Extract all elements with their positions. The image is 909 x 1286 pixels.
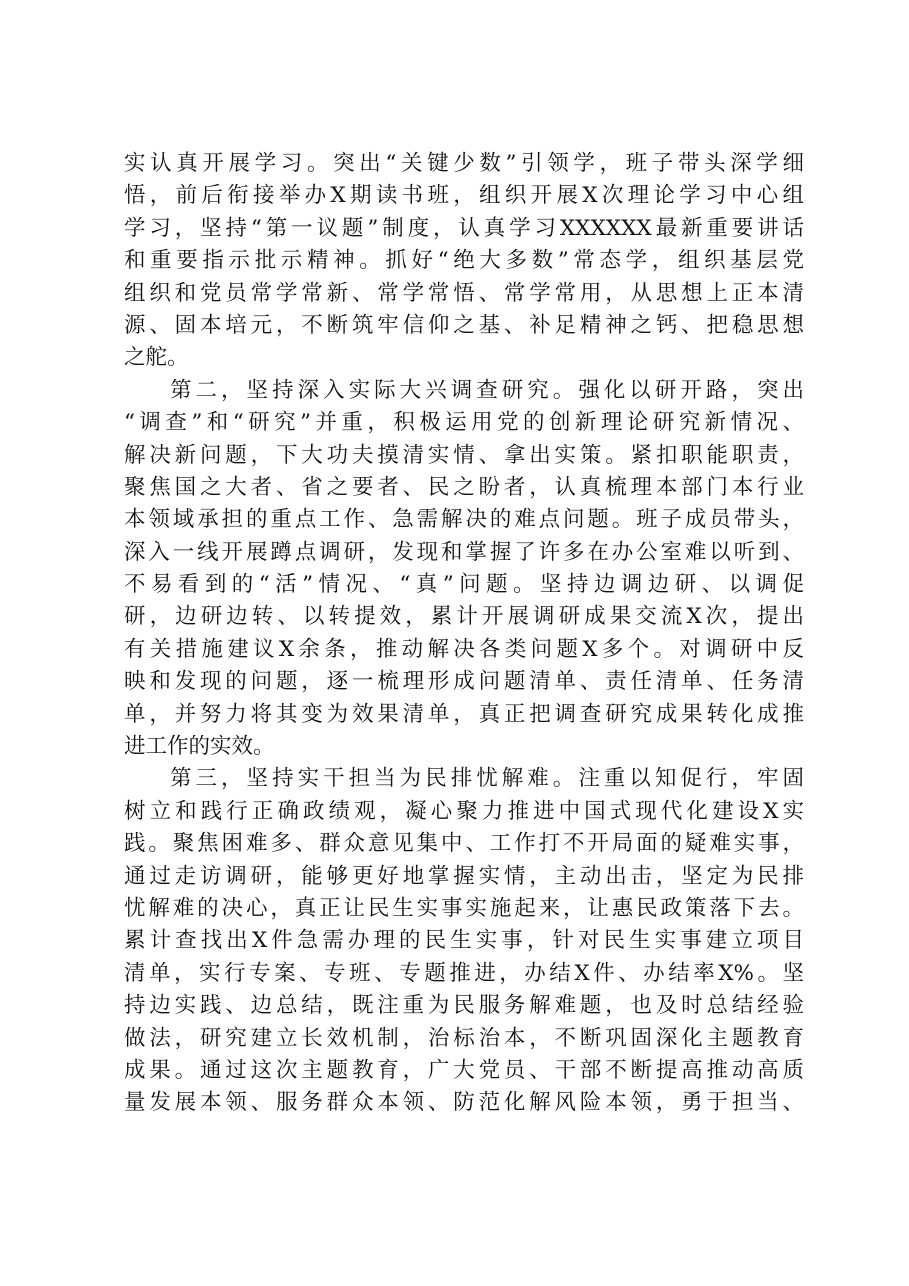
text-line: 树立和践行正确政绩观，凝心聚力推进中国式现代化建设X实: [124, 798, 804, 824]
text-line: 成果。通过这次主题教育，广大党员、干部不断提高推动高质: [124, 1057, 804, 1083]
text-line: 解决新问题，下大功夫摸清实情、拿出实策。紧扣职能职责，: [124, 442, 804, 468]
text-line: 忧解难的决心，真正让民生实事实施起来，让惠民政策落下去。: [124, 895, 804, 921]
text-line: 清单，实行专案、专班、专题推进，办结X件、办结率X%。坚: [124, 960, 804, 986]
text-line: 做法，研究建立长效机制，治标治本，不断巩固深化主题教育: [124, 1025, 804, 1051]
text-line: 深入一线开展蹲点调研，发现和掌握了许多在办公室难以听到、: [124, 539, 804, 565]
text-line: 累计查找出X件急需办理的民生实事，针对民生实事建立项目: [124, 928, 804, 954]
text-line: 不易看到的“活”情况、“真”问题。坚持边调边研、以调促: [124, 572, 804, 598]
paragraph-1: [124, 148, 804, 375]
text-line: 组织和党员常学常新、常学常悟、常学常用，从思想上正本清: [124, 280, 804, 306]
text-line: 有关措施建议X余条，推动解决各类问题X多个。对调研中反: [124, 636, 804, 662]
paragraph-3: [124, 763, 804, 1119]
text-line: 研，边研边转、以转提效，累计开展调研成果交流X次，提出: [124, 604, 804, 630]
text-line: 第二，坚持深入实际大兴调查研究。强化以研开路，突出: [170, 377, 804, 403]
document-body: [124, 148, 804, 1120]
text-line: 持边实践、边总结，既注重为民服务解难题，也及时总结经验: [124, 993, 804, 1019]
text-line: 学习，坚持“第一议题”制度，认真学习XXXXXX最新重要讲话: [124, 215, 804, 241]
text-line: “调查”和“研究”并重，积极运用党的创新理论研究新情况、: [124, 410, 804, 436]
text-line: 实认真开展学习。突出“关键少数”引领学，班子带头深学细: [124, 151, 804, 176]
text-line: 本领域承担的重点工作、急需解决的难点问题。班子成员带头，: [124, 507, 804, 533]
text-line: 通过走访调研，能够更好地掌握实情，主动出击，坚定为民排: [124, 863, 804, 889]
text-line: 悟，前后衔接举办X期读书班，组织开展X次理论学习中心组: [124, 183, 804, 209]
text-line: 进工作的实效。: [124, 734, 275, 760]
text-line: 第三，坚持实干担当为民排忧解难。注重以知促行，牢固: [170, 766, 804, 792]
text-line: 践。聚焦困难多、群众意见集中、工作打不开局面的疑难实事，: [124, 831, 804, 857]
text-line: 聚焦国之大者、省之要者、民之盼者，认真梳理本部门本行业: [124, 474, 804, 500]
text-line: 源、固本培元，不断筑牢信仰之基、补足精神之钙、把稳思想: [124, 312, 804, 338]
text-line: 和重要指示批示精神。抓好“绝大多数”常态学，组织基层党: [124, 248, 804, 274]
text-line: 单，并努力将其变为效果清单，真正把调查研究成果转化成推: [124, 701, 804, 727]
paragraph-2: [124, 375, 804, 764]
text-line: 映和发现的问题，逐一梳理形成问题清单、责任清单、任务清: [124, 669, 804, 695]
text-line: 量发展本领、服务群众本领、防范化解风险本领，勇于担当、: [124, 1090, 804, 1116]
text-line: 之舵。: [124, 345, 189, 371]
